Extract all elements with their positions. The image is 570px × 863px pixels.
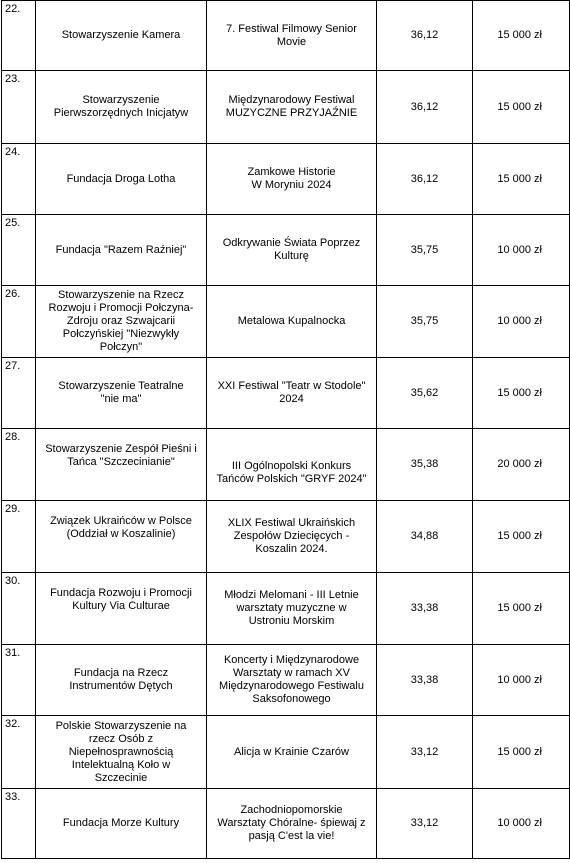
- score: 33,12: [377, 716, 473, 789]
- project-title: XLIX Festiwal Ukraińskich Zespołów Dziecięcych - Koszalin 2024.: [207, 501, 377, 573]
- table-row: [2, 358, 570, 429]
- project-title: Zachodniopomorskie Warsztaty Chóralne- śpiewaj z pasją C'est la vie!: [207, 789, 377, 859]
- score: 35,75: [377, 286, 473, 358]
- grant-amount: 10 000 zł: [473, 789, 570, 859]
- grant-amount: 15 000 zł: [473, 71, 570, 144]
- project-title: Koncerty i Międzynarodowe Warsztaty w ramach XV Międzynarodowego Festiwalu Saksofonowego: [207, 645, 377, 716]
- project-title: Młodzi Melomani - III Letnie warsztaty muzyczne w Ustroniu Morskim: [207, 573, 377, 645]
- project-title: Alicja w Krainie Czarów: [207, 716, 377, 789]
- project-title: Międzynarodowy Festiwal MUZYCZNE PRZYJAŹNIE: [207, 71, 377, 144]
- table-row: [2, 716, 570, 789]
- grant-amount: 15 000 zł: [473, 573, 570, 645]
- table-row: [2, 286, 570, 358]
- row-number: 32.: [2, 716, 36, 789]
- row-number: 25.: [2, 215, 36, 286]
- organization-name: Fundacja na Rzecz Instrumentów Dętych: [36, 645, 207, 716]
- row-number: 26.: [2, 286, 36, 358]
- grant-amount: 15 000 zł: [473, 501, 570, 573]
- score: 36,12: [377, 1, 473, 71]
- score: 34,88: [377, 501, 473, 573]
- grant-amount: 15 000 zł: [473, 716, 570, 789]
- organization-name: Fundacja Morze Kultury: [36, 789, 207, 859]
- project-title: Metalowa Kupalnocka: [207, 286, 377, 358]
- organization-name: Polskie Stowarzyszenie na rzecz Osób z Niepełnosprawnością Intelektualną Koło w Szczecinie: [36, 716, 207, 789]
- organization-name: Fundacja Rozwoju i Promocji Kultury Via Culturae: [36, 573, 207, 645]
- organization-name: Związek Ukraińców w Polsce (Oddział w Koszalinie): [36, 501, 207, 573]
- row-number: 24.: [2, 144, 36, 215]
- score: 33,38: [377, 645, 473, 716]
- table-row: [2, 789, 570, 859]
- organization-name: Stowarzyszenie Teatralne "nie ma": [36, 358, 207, 429]
- score: 35,62: [377, 358, 473, 429]
- project-title: Zamkowe Historie W Moryniu 2024: [207, 144, 377, 215]
- score: 33,12: [377, 789, 473, 859]
- table-row: [2, 71, 570, 144]
- grant-amount: 10 000 zł: [473, 645, 570, 716]
- organization-name: Fundacja "Razem Raźniej": [36, 215, 207, 286]
- row-number: 29.: [2, 501, 36, 573]
- organization-name: Stowarzyszenie na Rzecz Rozwoju i Promocji Połczyna- Zdroju oraz Szwajcarii Połczyńskiej "Niezwykły Połczyn": [36, 286, 207, 358]
- table-row: [2, 501, 570, 573]
- row-number: 23.: [2, 71, 36, 144]
- score: 35,75: [377, 215, 473, 286]
- organization-name: Stowarzyszenie Zespół Pieśni i Tańca "Szczecinianie": [36, 429, 207, 501]
- table-row: [2, 573, 570, 645]
- grant-amount: 10 000 zł: [473, 215, 570, 286]
- project-title: Odkrywanie Świata Poprzez Kulturę: [207, 215, 377, 286]
- score: 36,12: [377, 71, 473, 144]
- row-number: 31.: [2, 645, 36, 716]
- table-row: [2, 429, 570, 501]
- grant-amount: 15 000 zł: [473, 358, 570, 429]
- row-number: 30.: [2, 573, 36, 645]
- project-title: XXI Festiwal "Teatr w Stodole" 2024: [207, 358, 377, 429]
- grant-results-table: [1, 0, 570, 859]
- table-row: [2, 215, 570, 286]
- score: 36,12: [377, 144, 473, 215]
- row-number: 28.: [2, 429, 36, 501]
- organization-name: Fundacja Droga Lotha: [36, 144, 207, 215]
- table-row: [2, 1, 570, 71]
- table-row: [2, 144, 570, 215]
- project-title: 7. Festiwal Filmowy Senior Movie: [207, 1, 377, 71]
- table-row: [2, 645, 570, 716]
- row-number: 27.: [2, 358, 36, 429]
- project-title: III Ogólnopolski Konkurs Tańców Polskich "GRYF 2024": [207, 429, 377, 501]
- row-number: 22.: [2, 1, 36, 71]
- score: 35,38: [377, 429, 473, 501]
- grant-amount: 15 000 zł: [473, 1, 570, 71]
- organization-name: Stowarzyszenie Pierwszorzędnych Inicjatyw: [36, 71, 207, 144]
- grant-amount: 20 000 zł: [473, 429, 570, 501]
- grant-amount: 10 000 zł: [473, 286, 570, 358]
- row-number: 33.: [2, 789, 36, 859]
- grant-amount: 15 000 zł: [473, 144, 570, 215]
- score: 33,38: [377, 573, 473, 645]
- organization-name: Stowarzyszenie Kamera: [36, 1, 207, 71]
